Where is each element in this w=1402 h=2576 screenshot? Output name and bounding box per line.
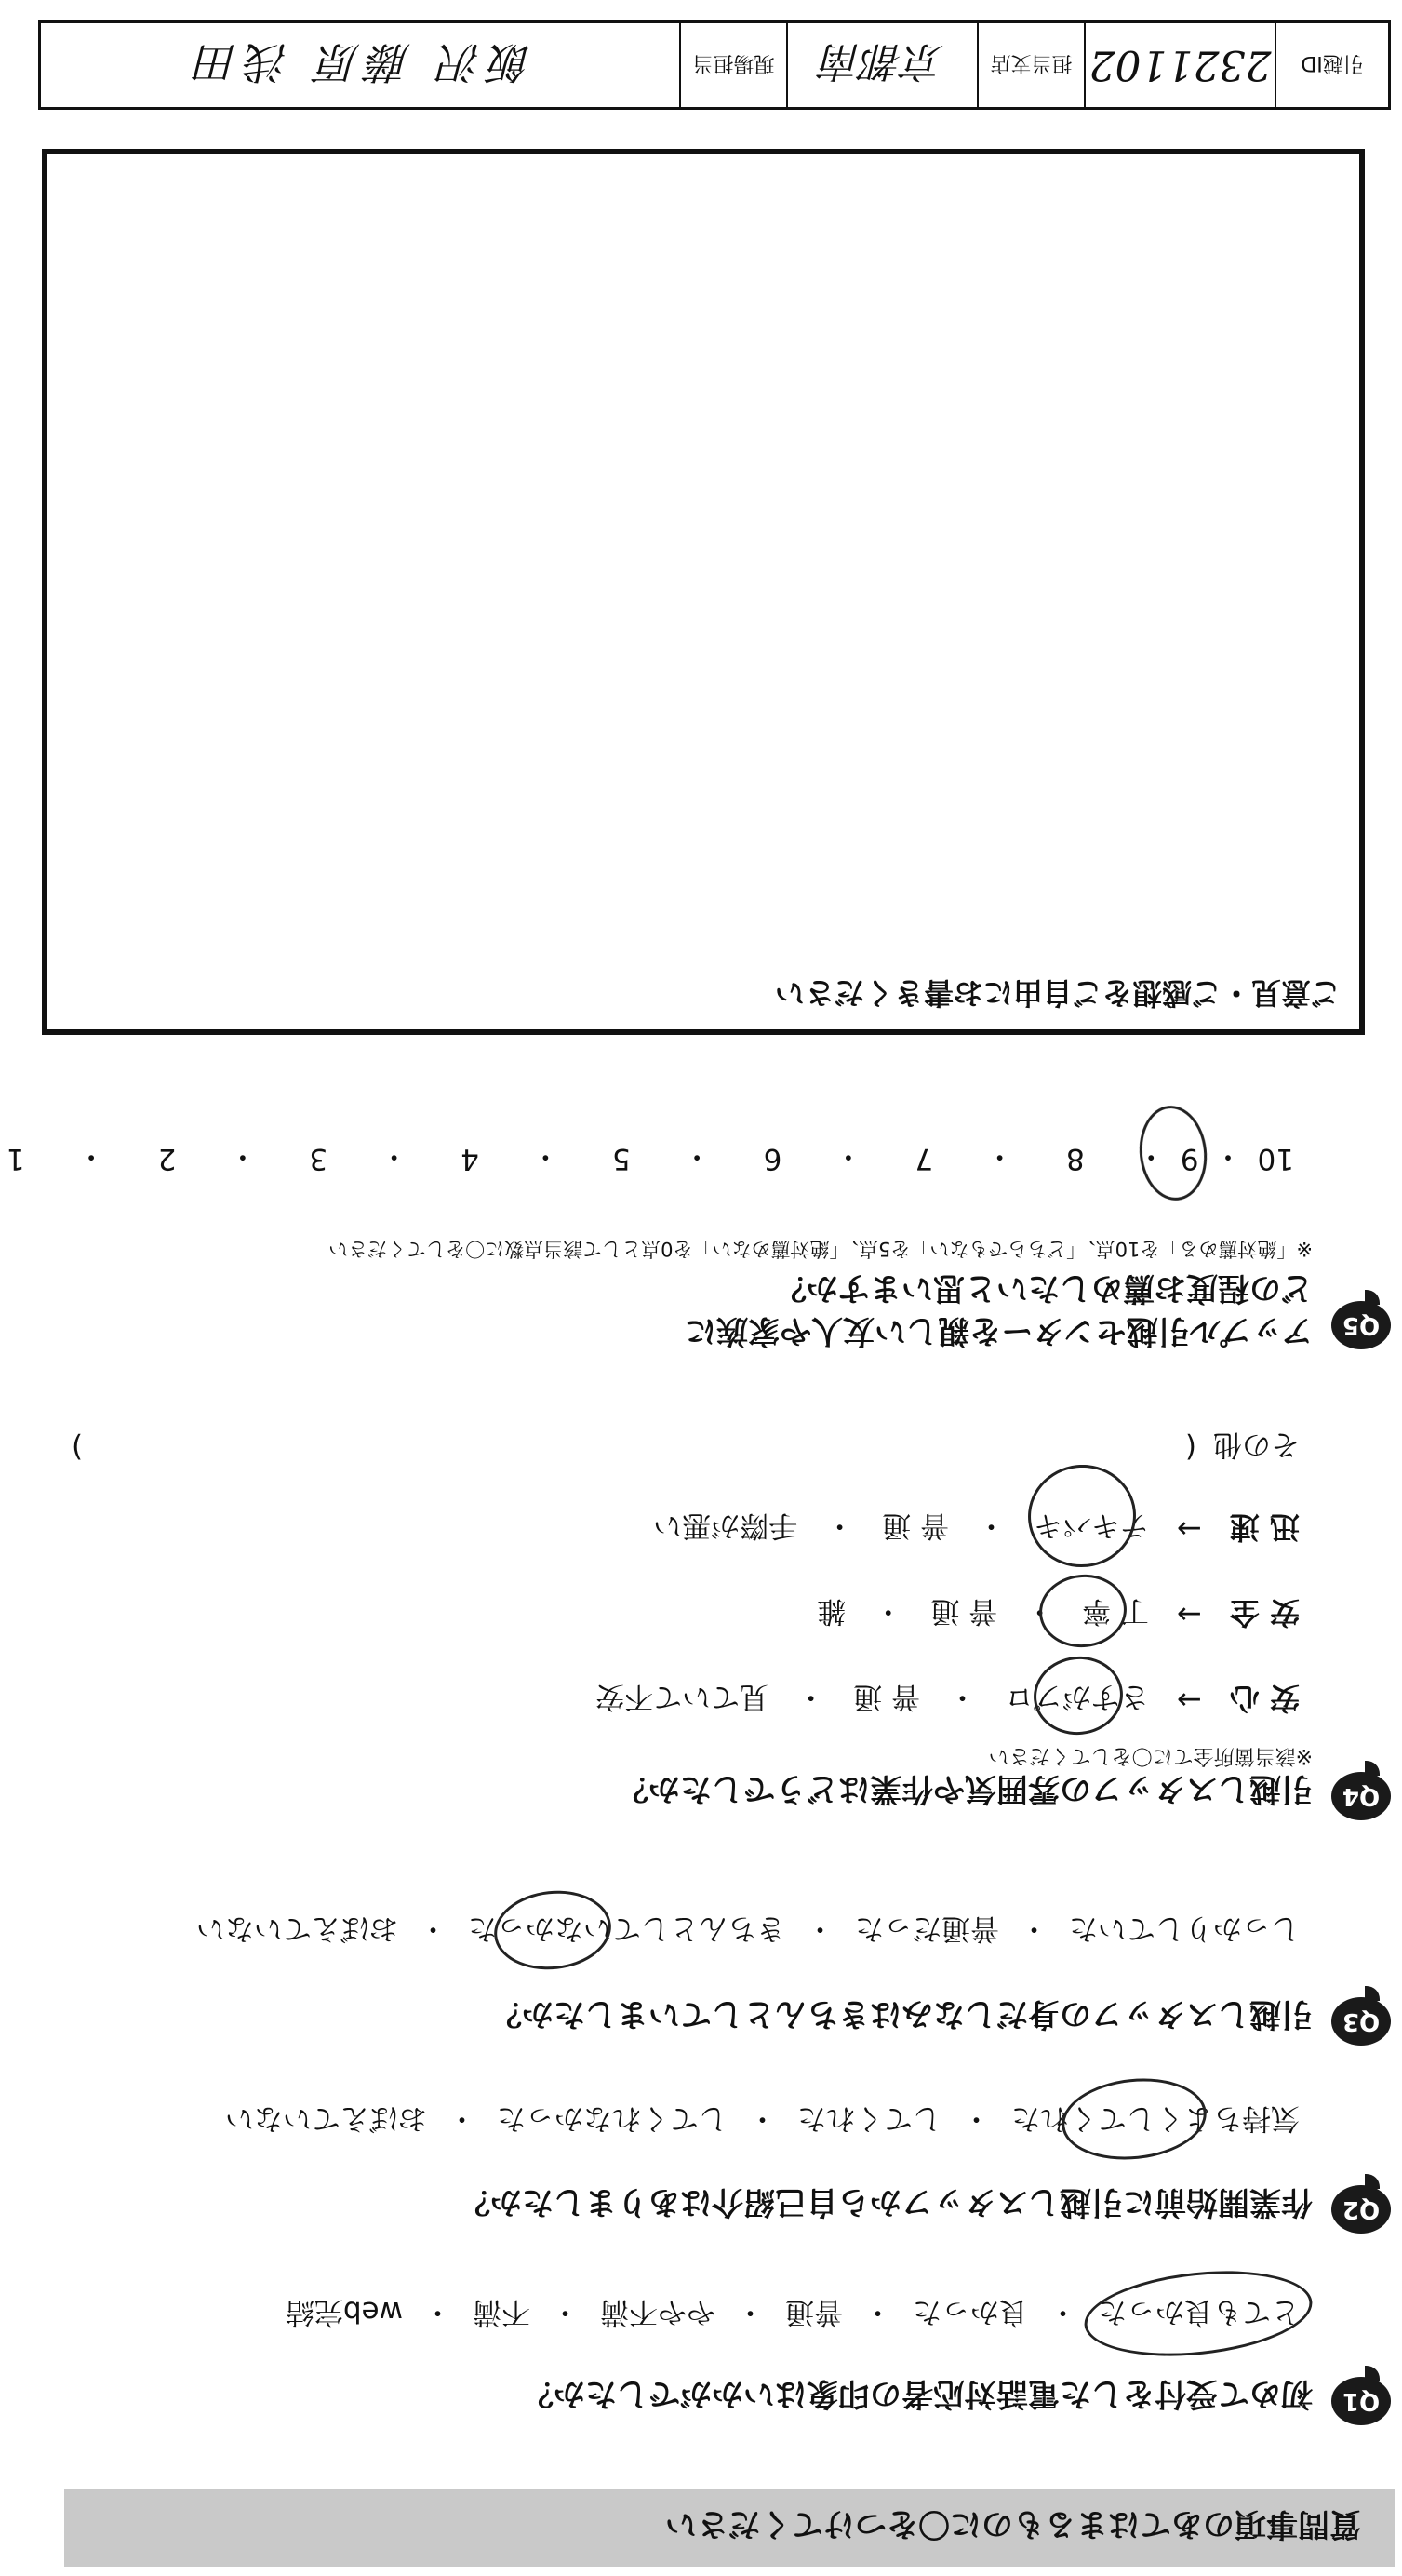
q1-selection-mark xyxy=(1080,2261,1316,2366)
score-4[interactable]: 4 xyxy=(461,1142,479,1176)
q1-badge: Q1 xyxy=(1331,2377,1391,2425)
q3-text: 引越しスタッフの身だしなみはきちんとしていましたか？ xyxy=(490,1995,1313,2033)
staff-value[interactable]: 飯沢 藤原 浅田 xyxy=(41,23,681,107)
q4-option[interactable]: 手際が悪い xyxy=(653,1509,798,1543)
branch-label: 担当支店 xyxy=(979,23,1086,107)
q2-badge: Q2 xyxy=(1331,2185,1391,2234)
id-label: 引越ID xyxy=(1301,51,1364,75)
q4-other-row: その他 ( ) xyxy=(72,1428,1300,1465)
q3-option[interactable]: しっかりしていた xyxy=(1069,1912,1300,1945)
q4-option[interactable]: 丁 寧 xyxy=(1082,1594,1150,1629)
branch-value[interactable]: 京都南 xyxy=(788,23,979,107)
q4-option[interactable]: 見ていて不安 xyxy=(595,1680,769,1714)
q2-text: 作業開始前に引越しスタッフから自己紹介はありましたか？ xyxy=(459,2183,1313,2220)
arrow-icon: → xyxy=(1177,1683,1202,1718)
q5-text-line2: どの程度お薦めしたいと思いますか？ xyxy=(775,1269,1313,1307)
q4-option[interactable]: 普 通 xyxy=(853,1680,921,1714)
q5-note: ※「絶対薦める」を10点、「どちらでもない」を5点、「絶対薦めない」を0点として該当点数に〇をしてください xyxy=(328,1238,1313,1260)
q4-option[interactable]: 普 通 xyxy=(882,1509,950,1543)
q5-text-line1: アップル引越センターを親しい友人や家族に xyxy=(685,1312,1313,1349)
q3-selection-mark xyxy=(490,1885,615,1976)
score-8[interactable]: 8 xyxy=(1066,1142,1085,1176)
score-5[interactable]: 5 xyxy=(611,1142,631,1176)
q3-option[interactable]: おぼえていない xyxy=(196,1912,398,1945)
comments-box[interactable] xyxy=(42,149,1365,1035)
q4-option[interactable]: 雑 xyxy=(817,1594,847,1629)
q3-options: しっかりしていた ・ 普通だった ・ きちんとしていなかった ・ おぼえていない xyxy=(196,1911,1300,1952)
q2-options: 気持ちよくしてくれた ・ してくれた ・ してくれなかった ・ おぼえていない xyxy=(225,2100,1300,2142)
id-value[interactable]: 2321102 xyxy=(1086,23,1276,107)
q1-text: 初めて受付をした電話対応者の印象はいかがでしたか？ xyxy=(522,2375,1313,2412)
q3-option[interactable]: きちんとしていなかった xyxy=(468,1912,785,1945)
q1-option[interactable]: 良かった xyxy=(913,2295,1028,2328)
q5-selection-mark xyxy=(1135,1103,1211,1204)
q1-options: とても良かった ・ 良かった ・ 普通 ・ やや不満 ・ 不満 ・ web完結 xyxy=(286,2294,1300,2336)
q1-option[interactable]: 普通 xyxy=(785,2295,843,2328)
score-2[interactable]: 2 xyxy=(157,1142,177,1176)
q4-anzen-selection-mark xyxy=(1035,1570,1130,1651)
q4-option[interactable]: さすがプロ xyxy=(1005,1680,1150,1714)
q1-option[interactable]: web完結 xyxy=(285,2295,403,2328)
score-1[interactable]: 1 xyxy=(6,1142,25,1176)
q4-option[interactable]: 普 通 xyxy=(930,1594,998,1629)
q2-selection-mark xyxy=(1058,2072,1210,2167)
q1-option[interactable]: 不満 xyxy=(473,2295,530,2328)
instruction-banner: 質問事項のあてはまるものに〇をつけてください xyxy=(64,2489,1395,2567)
q5-scale: 10 ・ 9 ・ 8 ・ 7 ・ 6 ・ 5 ・ 4 ・ 3 ・ 2 ・ 1 xyxy=(6,1139,1294,1176)
header-table xyxy=(38,20,1391,110)
staff-label: 現場担当 xyxy=(681,23,788,107)
comments-label: ご意見・ご感想をご自由にお書きください xyxy=(774,975,1341,1011)
q4-row-jinsoku: 迅 速 → テキパキ ・ 普 通 ・ 手際が悪い xyxy=(653,1508,1300,1550)
q2-option[interactable]: 気持ちよくしてくれた xyxy=(1011,2101,1300,2135)
score-10[interactable]: 10 xyxy=(1257,1142,1294,1176)
q4-row-anshin: 安 心 → さすがプロ ・ 普 通 ・ 見ていて不安 xyxy=(595,1679,1300,1722)
score-9[interactable]: 9 xyxy=(1180,1142,1199,1176)
score-6[interactable]: 6 xyxy=(763,1142,782,1176)
score-7[interactable]: 7 xyxy=(915,1142,934,1176)
score-3[interactable]: 3 xyxy=(309,1142,328,1176)
q4-badge: Q4 xyxy=(1331,1772,1391,1820)
q5-badge: Q5 xyxy=(1331,1301,1391,1349)
q4-option[interactable]: テキパキ xyxy=(1034,1509,1150,1543)
q4-jinsoku-selection-mark xyxy=(1023,1459,1142,1573)
q2-option[interactable]: してくれなかった xyxy=(497,2101,728,2135)
q4-note: ※該当箇所全てに〇をしてください xyxy=(988,1744,1313,1767)
q1-option[interactable]: とても良かった xyxy=(1098,2295,1300,2328)
q4-row-anzen: 安 全 → 丁 寧 ・ 普 通 ・ 雑 xyxy=(817,1593,1300,1636)
q1-option[interactable]: やや不満 xyxy=(600,2295,715,2328)
q2-option[interactable]: してくれた xyxy=(797,2101,941,2135)
arrow-icon: → xyxy=(1177,1511,1202,1547)
q3-badge: Q3 xyxy=(1331,1997,1391,2046)
q2-option[interactable]: おぼえていない xyxy=(225,2101,427,2135)
q4-text: 引越しスタッフの雰囲気や作業はどうでしたか？ xyxy=(617,1770,1313,1807)
q3-option[interactable]: 普通だった xyxy=(855,1912,999,1945)
q4-anshin-selection-mark xyxy=(1030,1652,1127,1739)
arrow-icon: → xyxy=(1177,1597,1202,1632)
